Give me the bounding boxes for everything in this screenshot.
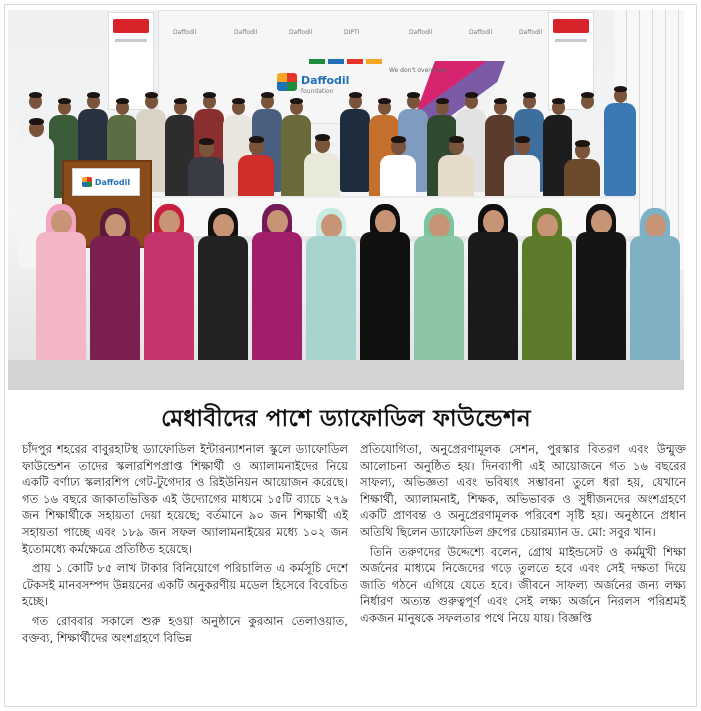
- headline: মেধাবীদের পাশে ড্যাফোডিল ফাউন্ডেশন: [161, 406, 531, 432]
- backdrop-tagline: We don't overcome: [389, 67, 448, 74]
- person-figure: [238, 136, 274, 198]
- group-photo: [8, 10, 684, 390]
- person-figure: [438, 136, 474, 198]
- person-figure: [630, 210, 680, 380]
- sponsor-logo: Daffodil: [409, 29, 433, 36]
- podium-logo: Daffodil: [72, 168, 140, 196]
- person-figure: [604, 86, 636, 196]
- sponsor-logo: DIPTI: [344, 29, 360, 36]
- person-figure: [522, 210, 572, 380]
- person-figure: [340, 92, 370, 192]
- person-figure: [90, 210, 140, 380]
- article-column-2: [360, 441, 686, 649]
- person-figure: [198, 210, 248, 380]
- person-figure: [252, 206, 302, 376]
- paragraph: প্রতিযোগিতা, অনুপ্রেরণামূলক সেশন, পুরস্কার বিতরণ এবং উন্মুক্ত আলোচনা অনুষ্ঠিত হয়। দিনব্যাপী এই আয়োজনে গত ১৬ বছরের সাফল্য, অভিজ্ঞতা এবং ভবিষ্যৎ সম্ভাবনা তুলে ধরা হয়, যেখানে শিক্ষার্থী, অ্যালামনাই, শিক্ষক, অভিভাবক ও সুধীজনদের অংশগ্রহণে একটি প্রাণবন্ত ও অনুপ্রেরণামূলক পরিবেশ সৃষ্টি হয়। অনুষ্ঠানে প্রধান অতিথি ছিলেন ড্যাফোডিল গ্রুপের চেয়ারম্যান ড. মো: সবুর খান।: [360, 442, 686, 539]
- person-figure: [36, 206, 86, 376]
- person-figure: [576, 206, 626, 376]
- daffodil-foundation-logo: Daffodil foundation: [277, 71, 349, 93]
- floor: [8, 360, 684, 390]
- color-strip: [309, 59, 382, 64]
- article-body: [22, 441, 686, 649]
- person-figure: [306, 210, 356, 380]
- person-figure: [144, 206, 194, 376]
- person-figure: [414, 210, 464, 380]
- person-figure: [504, 136, 540, 198]
- daffodil-logo-icon: [82, 177, 92, 187]
- person-figure: [360, 206, 410, 376]
- sponsor-logo: Daffodil: [173, 29, 197, 36]
- paragraph: তিনি তরুণদের উদ্দেশ্যে বলেন, গ্রোথ মাইন্ডসেট ও কর্মমুখী শিক্ষা অর্জনের মাধ্যমে নিজেদের গড়ে তুলতে হবে এবং সেই দক্ষতা দিয়ে জাতি গঠনে এগিয়ে যেতে হবে। জীবনে সাফল্য অর্জনের জন্য লক্ষ্য নির্ধারণ অত্যন্ত গুরুত্বপূর্ণ এবং সেই লক্ষ্য অর্জনে নিরলস পরিশ্রমই একজন মানুষকে সফলতার পথে নিয়ে যায়। বিজ্ঞপ্তি: [360, 544, 686, 625]
- sponsor-logo: Daffodil: [289, 29, 313, 36]
- daffodil-logo-icon: [277, 73, 297, 91]
- paragraph: গত রোববার সকালে শুরু হওয়া অনুষ্ঠানে কুরআন তেলাওয়াত, বক্তব্য, শিক্ষার্থীদের অংশগ্রহণে বিভিন্ন: [22, 613, 348, 645]
- person-figure: [380, 136, 416, 198]
- person-figure: [468, 206, 518, 376]
- sponsor-logo: Daffodil: [469, 29, 493, 36]
- person-figure: [564, 140, 600, 200]
- sponsor-logo: Daffodil: [234, 29, 258, 36]
- person-figure: [188, 138, 224, 198]
- paragraph: প্রায় ১ কোটি ৮৫ লাখ টাকার বিনিয়োগে পরিচালিত এ কর্মসূচি দেশে টেকসই মানবসম্পদ উন্নয়নের একটি অনুকরণীয় মডেল হিসেবে বিবেচিত হচ্ছে।: [22, 561, 348, 609]
- sponsor-logo: Daffodil: [519, 29, 543, 36]
- article-column-1: [22, 441, 348, 649]
- paragraph: চাঁদপুর শহরের বাবুরহাটস্থ ড্যাফোডিল ইন্টারন্যাশনাল স্কুলে ড্যাফোডিল ফাউন্ডেশন তাদের স্কলারশিপপ্রাপ্ত শিক্ষার্থী ও অ্যালামনাইদের নিয়ে একটি বর্ণাঢ্য স্কলারশিপ গেট-টুগেদার ও রিইউনিয়ন আয়োজন করেছে। গত ১৬ বছরে জাকাতভিত্তিক এই উদ্যোগের মাধ্যমে ১৫টি ব্যাচে ২৭৯ জন শিক্ষার্থীকে সহায়তা দেয়া হয়েছে; বর্তমানে ৯০ জন শিক্ষার্থী এই সহায়তা পাচ্ছে এবং ১৮৯ জন সফল অ্যালামনাইয়ের মধ্যে ১০২ জন ইতোমধ্যে কর্মক্ষেত্রে প্রতিষ্ঠিত হয়েছে।: [22, 442, 348, 556]
- person-figure: [304, 134, 340, 198]
